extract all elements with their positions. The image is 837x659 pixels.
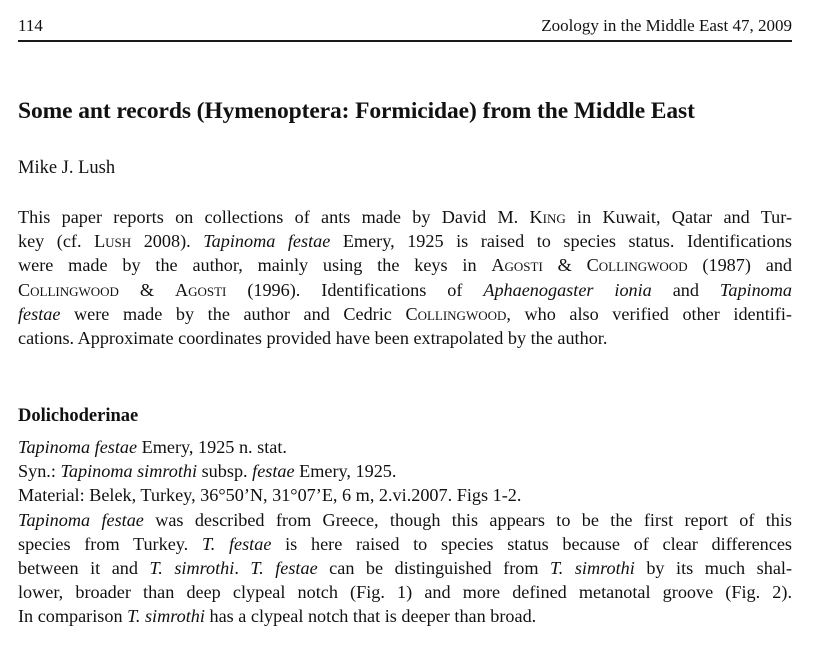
body-line: lower, broader than deep clypeal notch (Fig. 1) and more defined metanotal groove (Fig. 2). [18, 582, 792, 603]
species-name: T. simrothi [149, 558, 235, 579]
synonym-line: Syn.: Tapinoma simrothi subsp. festae Emery, 1925. [18, 461, 397, 482]
article-author: Mike J. Lush [18, 158, 116, 178]
species-name: T. festae [201, 533, 272, 554]
species-name: Tapinoma festae [18, 509, 144, 530]
author-name-smallcaps: Collingwood [18, 279, 119, 300]
body-line: species from Turkey. T. festae is here raised to species status because of clear differences [18, 533, 793, 554]
species-name: Tapinoma festae [203, 231, 331, 252]
species-name: Tapinoma simrothi [60, 461, 198, 482]
body-line: Tapinoma festae was described from Greece, though this appears to be the first report of this [18, 509, 792, 530]
author-name-smallcaps: Agosti [491, 255, 543, 276]
abstract-line: were made by the author, mainly using the keys in Agosti & Collingwood (1987) and [18, 255, 793, 276]
genus-name: Tapinoma [719, 279, 793, 300]
species-name: Tapinoma festae [18, 437, 138, 457]
abstract-line: This paper reports on collections of ants made by David M. King in Kuwait, Qatar and Tur- [18, 207, 793, 227]
running-header [18, 14, 792, 42]
author-name-smallcaps: Lush [94, 231, 132, 252]
species-name: festae [18, 303, 61, 324]
abstract-line: Collingwood & Agosti (1996). Identifications of Aphaenogaster ionia and Tapinoma [18, 279, 793, 300]
species-name: Aphaenogaster ionia [483, 279, 652, 300]
species-name: T. simrothi [550, 558, 635, 579]
species-name: festae [252, 461, 295, 482]
article-title: Some ant records (Hymenoptera: Formicidae) from the Middle East [18, 98, 695, 124]
species-name: T. simrothi [127, 606, 205, 627]
material-line: Material: Belek, Turkey, 36°50’N, 31°07’E, 6 m, 2.vi.2007. Figs 1-2. [18, 485, 522, 506]
author-name-smallcaps: Collingwood [586, 255, 688, 276]
author-name-smallcaps: Collingwood [405, 303, 507, 324]
abstract-line: cations. Approximate coordinates provided have been extrapolated by the author. [18, 328, 608, 349]
species-account [18, 435, 792, 629]
author-name-smallcaps: King [529, 207, 566, 227]
journal-citation: Zoology in the Middle East 47, 2009 [541, 16, 792, 35]
species-heading-line: Tapinoma festae Emery, 1925 n. stat. [18, 437, 287, 457]
abstract-paragraph [18, 205, 792, 350]
author-name-smallcaps: Agosti [174, 279, 227, 300]
page-number: 114 [18, 16, 43, 35]
body-line: In comparison T. simrothi has a clypeal notch that is deeper than broad. [18, 606, 537, 627]
abstract-line: festae were made by the author and Cedric Collingwood, who also verified other identifi- [18, 303, 792, 324]
abstract-line: key (cf. Lush 2008). Tapinoma festae Emery, 1925 is raised to species status. Identifications [18, 231, 793, 252]
body-line: between it and T. simrothi. T. festae can be distinguished from T. simrothi by its much shal- [18, 558, 793, 579]
section-heading: Dolichoderinae [18, 406, 139, 426]
species-name: T. festae [250, 558, 318, 579]
